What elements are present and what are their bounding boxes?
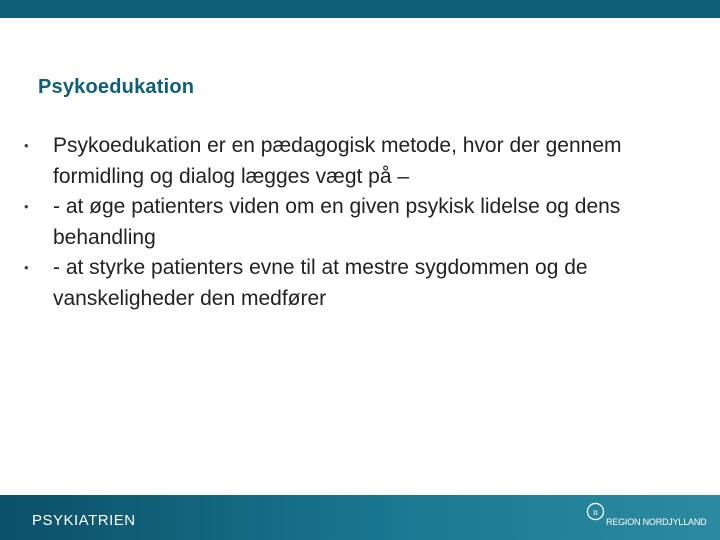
list-item <box>24 192 684 253</box>
bullet-icon: • <box>24 199 29 214</box>
footer-psykiatrien-label: PSYKIATRIEN <box>32 512 136 529</box>
bullet-text: - at øge patienters viden om en given psykisk lidelse og dens behandling <box>53 195 621 249</box>
top-bar <box>0 0 720 18</box>
footer-region-label: REGION NORDJYLLAND <box>606 517 707 527</box>
list-item <box>24 253 684 314</box>
list-item <box>24 131 684 192</box>
bullet-text: Psykoedukation er en pædagogisk metode, hvor der gennem formidling og dialog lægges vægt på – <box>53 134 622 188</box>
bullet-text: - at styrke patienters evne til at mestre sygdommen og de vanskeligheder den medfører <box>53 256 588 310</box>
slide-title: Psykoedukation <box>38 76 195 98</box>
bullet-list <box>24 131 684 314</box>
logo-letter: n <box>593 507 598 518</box>
footer-bar <box>0 495 720 540</box>
bullet-icon: • <box>24 260 29 275</box>
bullet-icon: • <box>24 138 29 153</box>
region-logo-icon <box>586 502 605 521</box>
